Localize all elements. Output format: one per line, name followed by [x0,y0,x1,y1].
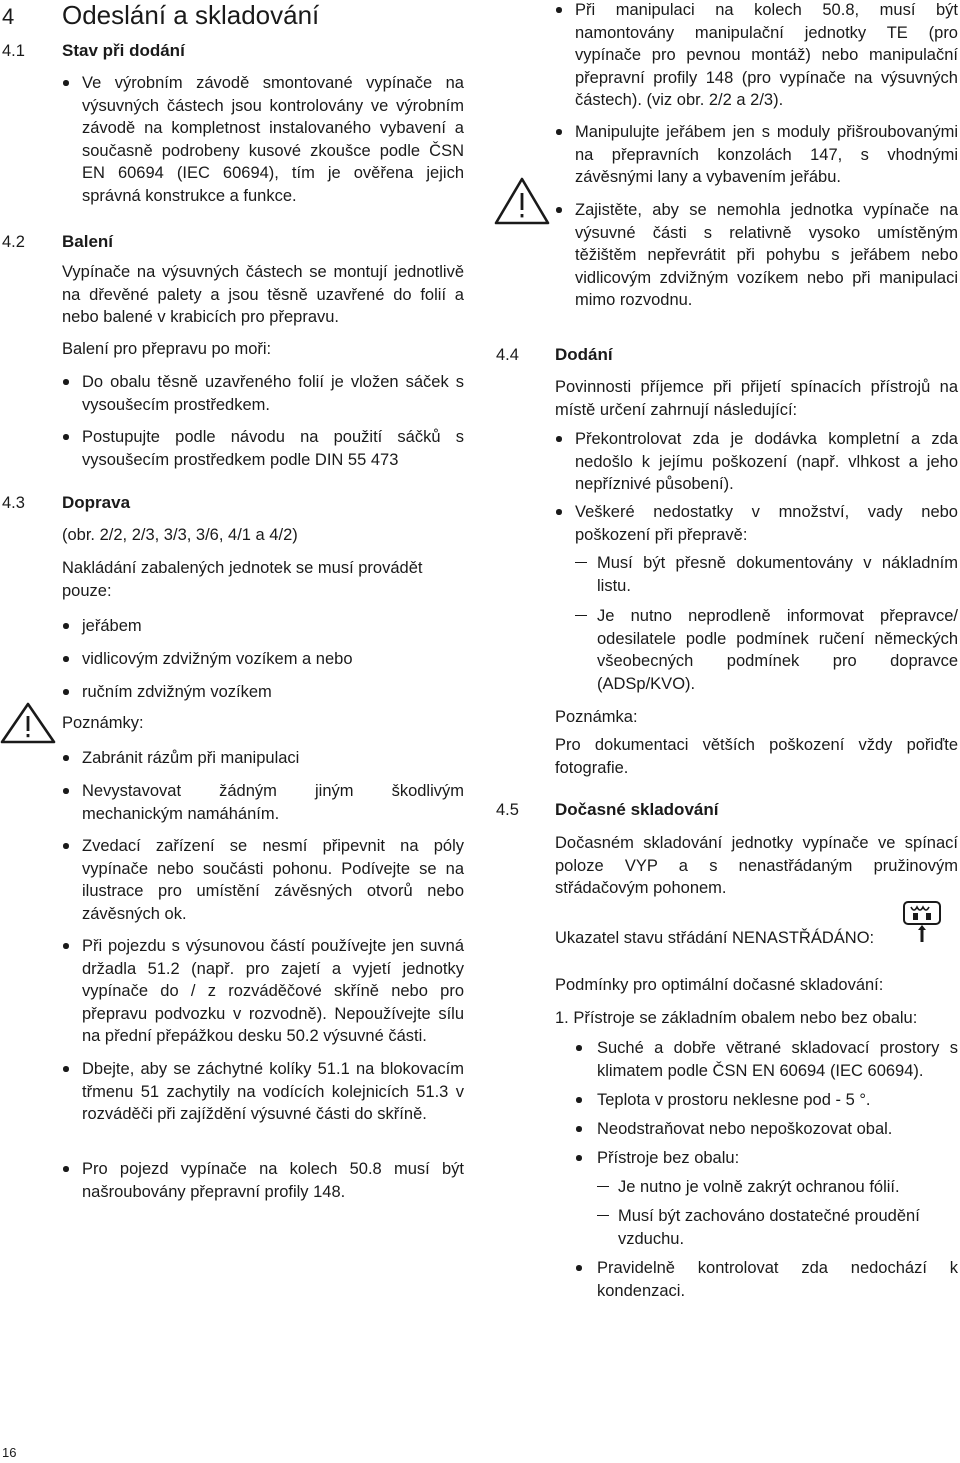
paragraph: Podmínky pro optimální dočasné skladování: [555,976,884,994]
list-item: Překontrolovat zda je dodávka kompletní a zda nedošlo k jejímu poškození (např. vlhkost a jeho nepříznivé působení). [575,430,958,493]
chapter-title: Odeslání a skladování [62,0,320,30]
dash-marker [575,562,587,563]
bullet-dot [63,80,69,86]
section-number-4-5: 4.5 [496,801,519,819]
bullet-dot [63,1066,69,1072]
numbered-item: 1. Přístroje se základním obalem nebo bez obalu: [555,1009,918,1027]
bullet-dot [556,207,562,213]
list-item: Přístroje bez obalu: [597,1149,740,1167]
section-number-4-3: 4.3 [2,494,25,512]
paragraph: Povinnosti příjemce při přijetí spínacích přístrojů na místě určení zahrnují následující: [555,378,958,419]
list-item: Pravidelně kontrolovat zda nedochází k kondenzaci. [597,1259,958,1300]
bullet-dot [556,436,562,442]
bullet-dot [576,1126,582,1132]
note-item: Nevystavovat žádným jiným škodlivým mechanickým namáháním. [82,782,464,823]
paragraph: Vypínače na výsuvných částech se montují jednotlivě na dřevěné palety a jsou těsně uzavřené do folií a nebo balené v krabicích pro přepravu. [62,263,464,326]
note-item: Dbejte, aby se záchytné kolíky 51.1 na blokovacím třmenu 51 zachytily na vodících kolejnicích 51.3 v rozváděči při zajíždění výsuvné části do skříně. [82,1060,464,1123]
list-item: jeřábem [82,617,142,635]
bullet-dot [556,129,562,135]
bullet-dot [556,7,562,13]
paragraph: Nakládání zabalených jednotek se musí provádět pouze: [62,559,423,600]
list-item: Neodstraňovat nebo nepoškozovat obal. [597,1120,893,1138]
bullet-dot [556,509,562,515]
bullet-dot [576,1155,582,1161]
bullet-dot [63,689,69,695]
note-item: Zvedací zařízení se nesmí připevnit na póly vypínače nebo součásti pohonu. Podívejte se na ilustrace pro umístění závěsných otvorů nebo závěsných ok. [82,837,464,923]
note-item: Při pojezdu s výsunovou částí používejte jen suvná držadla 51.2 (např. pro zajetí a vyjetí jednotky vypínače do / z rozváděčové skříně nebo pro přepravu podvozku v rozvodně). Nepoužívejte sílu na přední přepážkou desku 50.2 výsuvné části. [82,937,464,1045]
list-item: Veškeré nedostatky v množství, vady nebo poškození při přepravě: [575,503,958,544]
bullet-dot [63,943,69,949]
figure-reference: (obr. 2/2, 2/3, 3/3, 3/6, 4/1 a 4/2) [62,526,298,544]
spring-discharged-indicator-icon [901,899,943,945]
dash-item: Je nutno je volně zakrýt ochranou fólií. [618,1178,900,1196]
section-title-4-3: Doprava [62,493,131,512]
bullet-dot [63,788,69,794]
list-item: vidlicovým zdvižným vozíkem a nebo [82,650,353,668]
bullet-dot [63,843,69,849]
list-item: Suché a dobře větrané skladovací prostory s klimatem podle ČSN EN 60694 (IEC 60694). [597,1039,958,1080]
bullet-dot [576,1265,582,1271]
dash-item: Je nutno neprodleně informovat přepravce/ odesilatele podle podmínek ručení německých všeobecných podmínek pro dopravce (ADSp/KVO). [597,607,958,693]
list-item: Teplota v prostoru neklesne pod - 5 °. [597,1091,871,1109]
bullet-dot [63,656,69,662]
list-item: Do obalu těsně uzavřeného folií je vložen sáček s vysoušecím prostředkem. [82,373,464,414]
section-title-4-5: Dočasné skladování [555,800,719,819]
section-title-4-2: Balení [62,232,114,251]
section-title-4-1: Stav při dodání [62,41,185,60]
indicator-label: Ukazatel stavu střádání NENASTŘÁDÁNO: [555,929,875,947]
list-item: Postupujte podle návodu na použití sáčků s vysoušecím prostředkem podle DIN 55 473 [82,428,464,469]
bullet-dot [63,623,69,629]
bullet-dot [63,755,69,761]
section-number-4-2: 4.2 [2,233,25,251]
bullet-dot [63,379,69,385]
warning-icon [494,177,550,225]
warning-icon [0,702,56,744]
list-item: Zajistěte, aby se nemohla jednotka vypínače na výsuvné části s relativně vysoko umístěným těžištěm nepřevrátit při pohybu s jeřábem nebo vidlicovým zdvižným vozíkem nebo při manipulaci mimo rozvodnu. [575,201,958,309]
page-number: 16 [2,1445,17,1460]
list-item: Při manipulaci na kolech 50.8, musí být namontovány manipulační jednotky TE (pro vypínače pro pevnou montáž) nebo manipulační přepravní profily 148 (pro vypínače na výsuvných částech). (viz obr. 2/2 a 2/3). [575,1,958,109]
dash-item: Musí být přesně dokumentovány v nákladním listu. [597,554,958,595]
bullet-dot [576,1097,582,1103]
paragraph: Balení pro přepravu po moři: [62,340,272,358]
note-label: Poznámka: [555,708,638,726]
bullet-dot [576,1045,582,1051]
section-title-4-4: Dodání [555,345,613,364]
chapter-number: 4 [2,4,15,29]
list-item: ručním zdvižným vozíkem [82,683,272,701]
section-number-4-4: 4.4 [496,346,519,364]
note-item: Zabránit rázům při manipulaci [82,749,300,767]
dash-marker [597,1186,609,1187]
notes-label: Poznámky: [62,714,144,732]
dash-marker [597,1215,609,1216]
dash-marker [575,615,587,616]
note-text: Pro dokumentaci větších poškození vždy pořiďte fotografie. [555,736,958,777]
list-item: Manipulujte jeřábem jen s moduly přišroubovanými na přepravních konzolách 147, s vhodnými závěsnými lany a vybavením jeřábu. [575,123,958,186]
section-number-4-1: 4.1 [2,42,25,60]
note-item: Pro pojezd vypínače na kolech 50.8 musí být našroubovány přepravní profily 148. [82,1160,464,1201]
bullet-dot [63,434,69,440]
list-item: Ve výrobním závodě smontované vypínače na výsuvných částech jsou kontrolovány ve výrobním závodě na kompletnost instalovaného vybavení a současně podrobeny kusové zkoušce podle ČSN EN 60694 (IEC 60694), tím je ověřena jejich správná konstrukce a funkce. [82,74,464,205]
paragraph: Dočasném skladování jednotky vypínače ve spínací poloze VYP a s nenastřádaným pružinovým střádačovým pohonem. [555,834,958,897]
dash-item: Musí být zachováno dostatečné proudění vzduchu. [618,1207,920,1248]
bullet-dot [63,1166,69,1172]
